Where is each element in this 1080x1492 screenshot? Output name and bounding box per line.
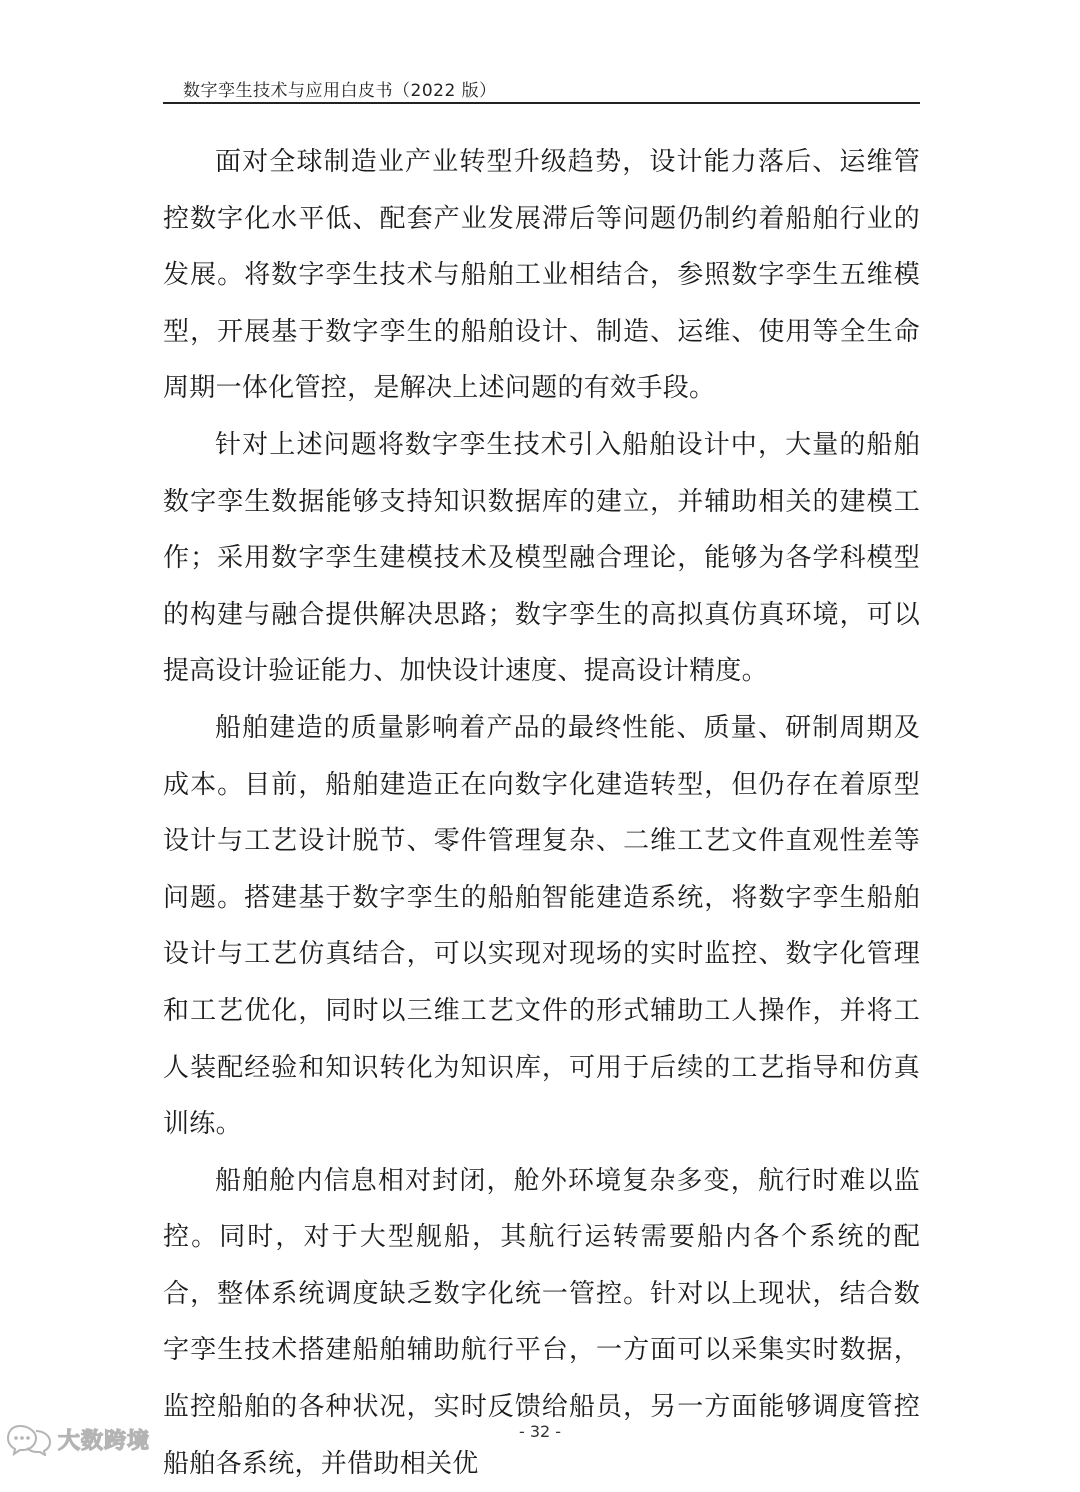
paragraph-3: 船舶建造的质量影响着产品的最终性能、质量、研制周期及成本。目前，船舶建造正在向数字化建造转型，但仍存在着原型设计与工艺设计脱节、零件管理复杂、二维工艺文件直观性差等问题。搭建基于数字孪生的船舶智能建造系统，将数字孪生船舶设计与工艺仿真结合，可以实现对现场的实时监控、数字化管理和工艺优化，同时以三维工艺文件的形式辅助工人操作，并将工人装配经验和知识转化为知识库，可用于后续的工艺指导和仿真训练。 [163,712,920,1140]
page-number: - 32 - [518,1422,562,1441]
paragraph-2: 针对上述问题将数字孪生技术引入船舶设计中，大量的船舶数字孪生数据能够支持知识数据库的建立，并辅助相关的建模工作；采用数字孪生建模技术及模型融合理论，能够为各学科模型的构建与融合提供解决思路；数字孪生的高拟真仿真环境，可以提高设计验证能力、加快设计速度、提高设计精度。 [163,429,920,687]
chat-bubble-logo-icon [6,1422,52,1456]
document-body [163,134,920,1492]
paragraph-4: 船舶舱内信息相对封闭，舱外环境复杂多变，航行时难以监控。同时，对于大型舰船，其航行运转需要船内各个系统的配合，整体系统调度缺乏数字化统一管控。针对以上现状，结合数字孪生技术搭建船舶辅助航行平台，一方面可以采集实时数据，监控船舶的各种状况，实时反馈给船员，另一方面能够调度管控船舶各系统，并借助相关优 [163,1165,920,1479]
page-header [163,74,920,104]
header-title: 数字孪生技术与应用白皮书（2022 版） [183,81,497,101]
paragraph-1: 面对全球制造业产业转型升级趋势，设计能力落后、运维管控数字化水平低、配套产业发展滞后等问题仍制约着船舶行业的发展。将数字孪生技术与船舶工业相结合，参照数字孪生五维模型，开展基于数字孪生的船舶设计、制造、运维、使用等全生命周期一体化管控，是解决上述问题的有效手段。 [163,147,920,404]
watermark [6,1421,150,1457]
watermark-text: 大数跨境 [58,1428,151,1454]
